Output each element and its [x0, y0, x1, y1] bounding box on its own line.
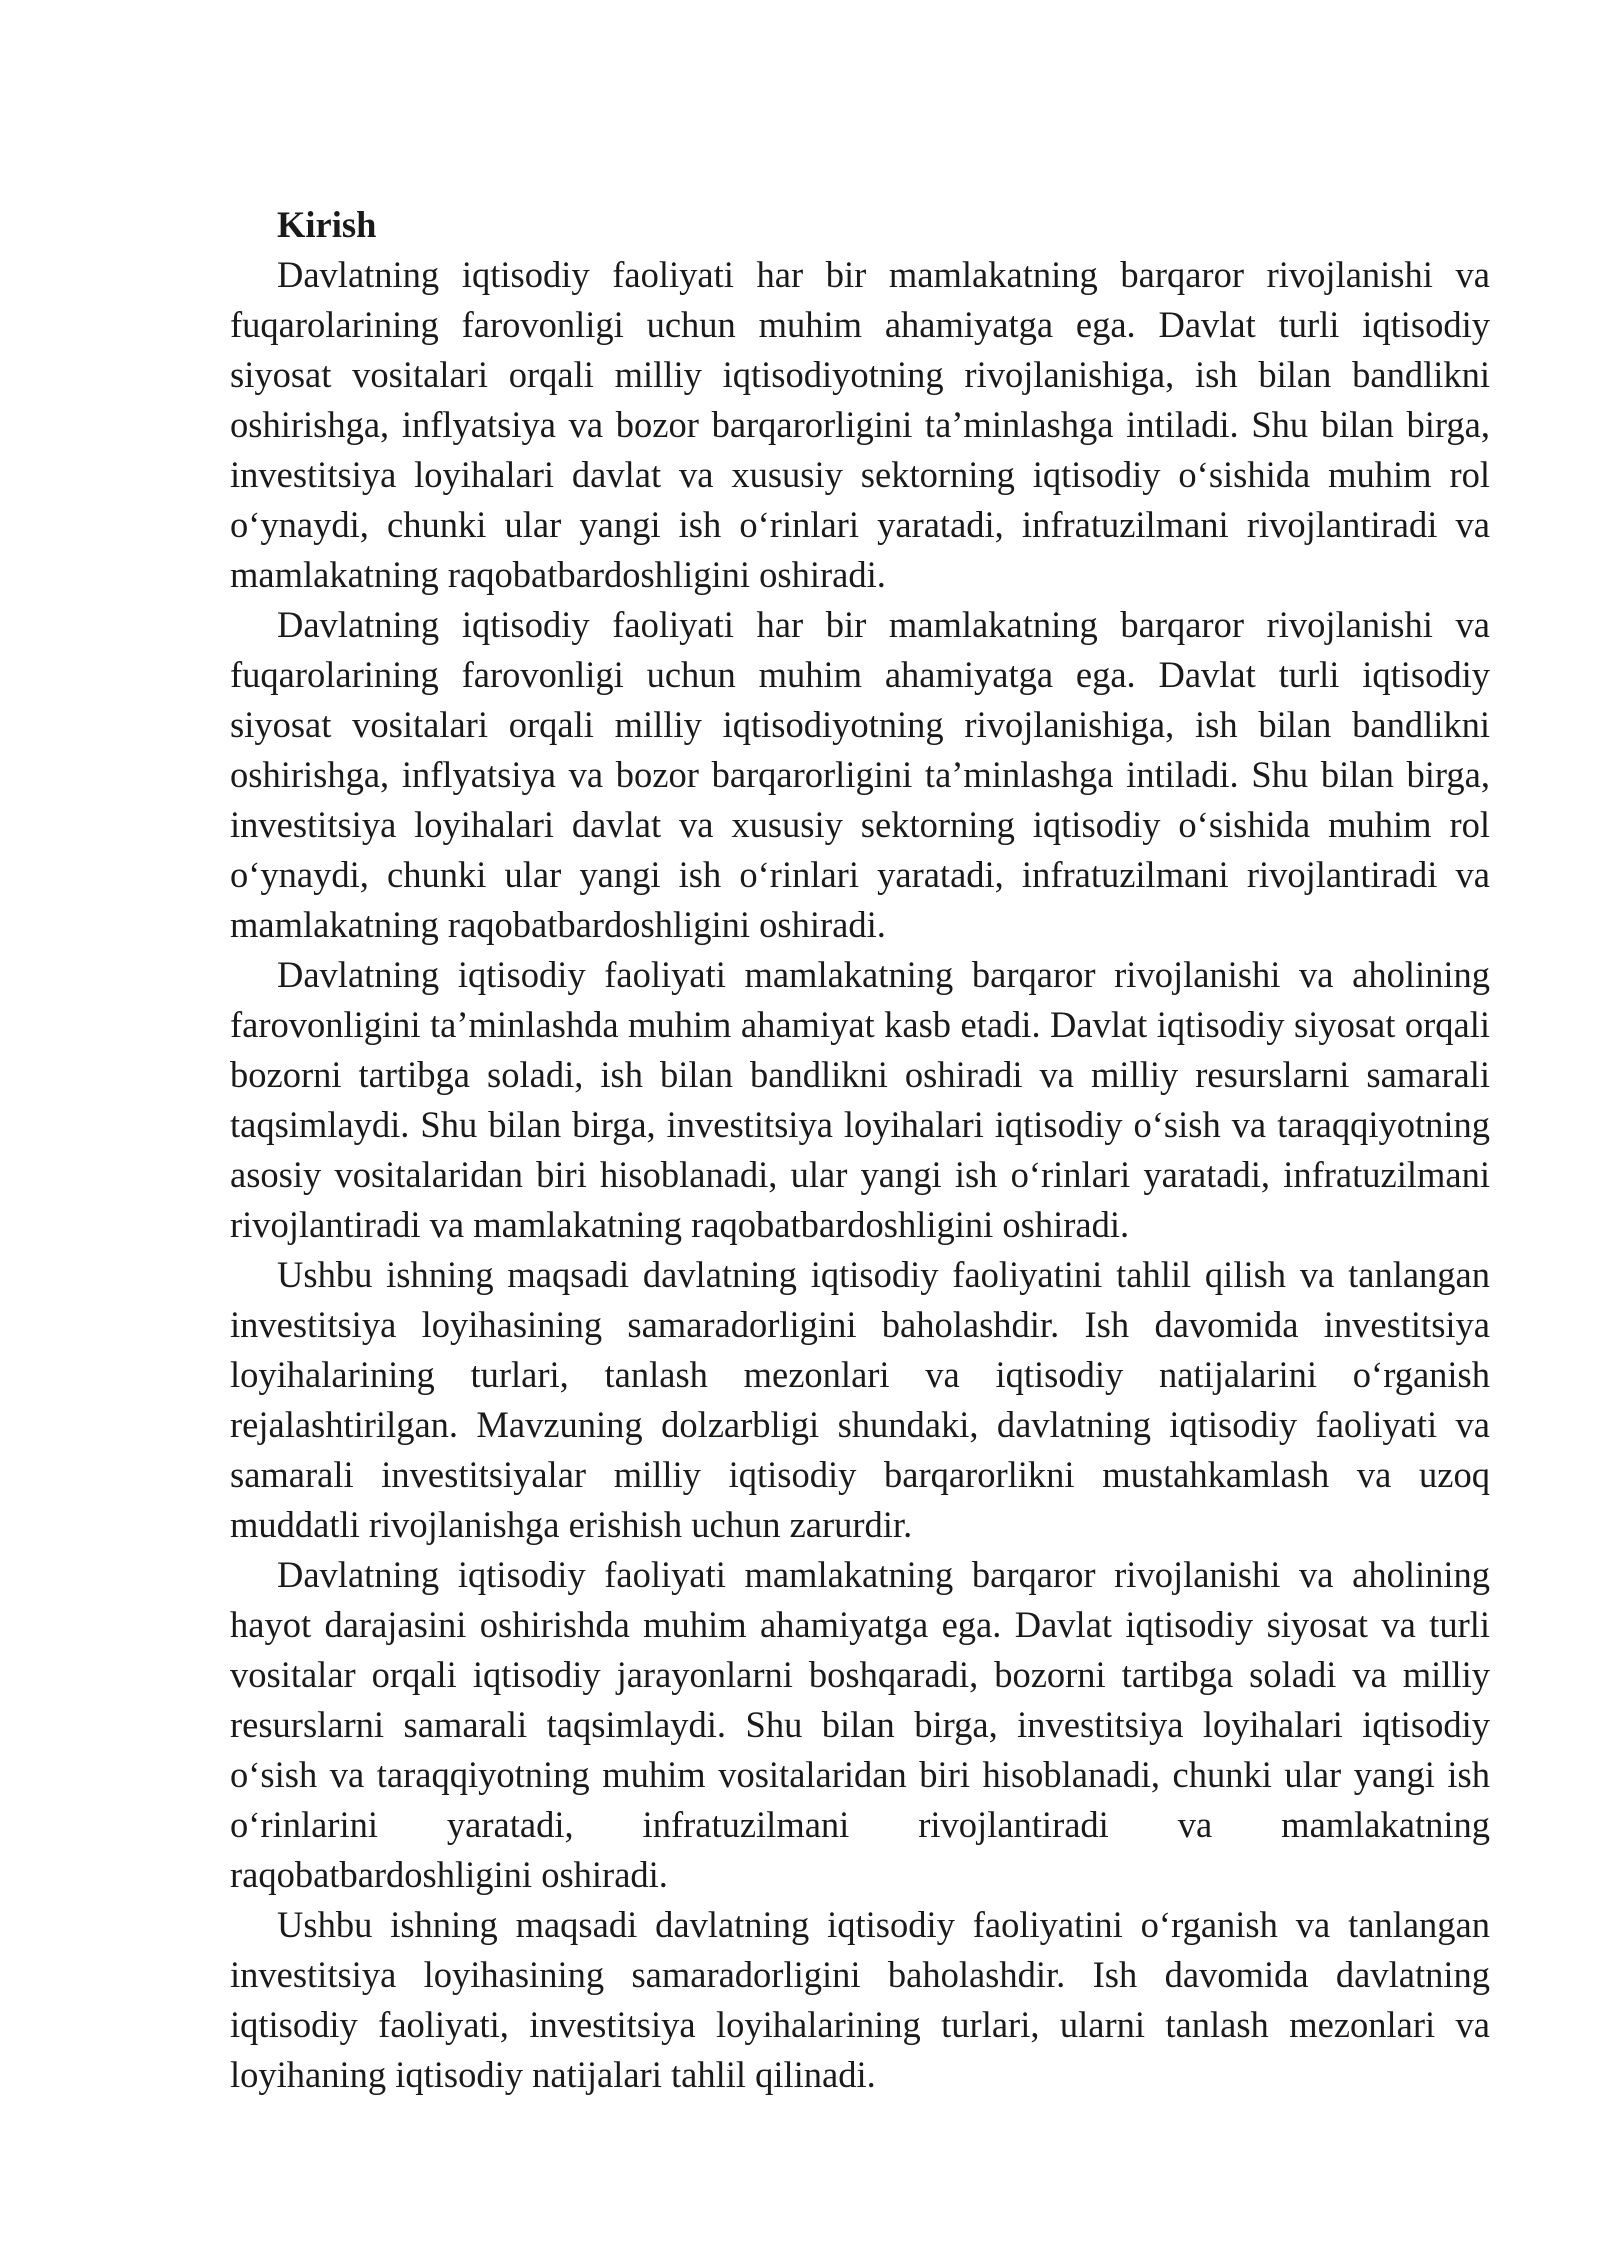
paragraph-6: Ushbu ishning maqsadi davlatning iqtisodiy faoliyatini o‘rganish va tanlangan investitsiya loyihasining samaradorligini baholashdir. Ish davomida davlatning iqtisodiy faoliyati, investitsiya loyihalarining turlari, ularni tanlash mezonlari va loyihaning iqtisodiy natijalari tahlil qilinadi. [230, 1904, 1490, 2095]
section-heading: Kirish [277, 204, 377, 245]
document-body [230, 200, 1490, 2100]
paragraph-5: Davlatning iqtisodiy faoliyati mamlakatning barqaror rivojlanishi va aholining hayot darajasini oshirishda muhim ahamiyatga ega. Davlat iqtisodiy siyosat va turli vositalar orqali iqtisodiy jarayonlarni boshqaradi, bozorni tartibga soladi va milliy resurslarni samarali taqsimlaydi. Shu bilan birga, investitsiya loyihalari iqtisodiy o‘sish va taraqqiyotning muhim vositalaridan biri hisoblanadi, chunki ular yangi ish o‘rinlarini yaratadi, infratuzilmani rivojlantiradi va mamlakatning raqobatbardoshligini oshiradi. [230, 1554, 1490, 1895]
paragraph-2: Davlatning iqtisodiy faoliyati har bir mamlakatning barqaror rivojlanishi va fuqarolarining farovonligi uchun muhim ahamiyatga ega. Davlat turli iqtisodiy siyosat vositalari orqali milliy iqtisodiyotning rivojlanishiga, ish bilan bandlikni oshirishga, inflyatsiya va bozor barqarorligini ta’minlashga intiladi. Shu bilan birga, investitsiya loyihalari davlat va xususiy sektorning iqtisodiy o‘sishida muhim rol o‘ynaydi, chunki ular yangi ish o‘rinlari yaratadi, infratuzilmani rivojlantiradi va mamlakatning raqobatbardoshligini oshiradi. [230, 604, 1490, 945]
paragraph-4: Ushbu ishning maqsadi davlatning iqtisodiy faoliyatini tahlil qilish va tanlangan investitsiya loyihasining samaradorligini baholashdir. Ish davomida investitsiya loyihalarining turlari, tanlash mezonlari va iqtisodiy natijalarini o‘rganish rejalashtirilgan. Mavzuning dolzarbligi shundaki, davlatning iqtisodiy faoliyati va samarali investitsiyalar milliy iqtisodiy barqarorlikni mustahkamlash va uzoq muddatli rivojlanishga erishish uchun zarurdir. [230, 1254, 1490, 1545]
paragraph-3: Davlatning iqtisodiy faoliyati mamlakatning barqaror rivojlanishi va aholining farovonligini ta’minlashda muhim ahamiyat kasb etadi. Davlat iqtisodiy siyosat orqali bozorni tartibga soladi, ish bilan bandlikni oshiradi va milliy resurslarni samarali taqsimlaydi. Shu bilan birga, investitsiya loyihalari iqtisodiy o‘sish va taraqqiyotning asosiy vositalaridan biri hisoblanadi, ular yangi ish o‘rinlari yaratadi, infratuzilmani rivojlantiradi va mamlakatning raqobatbardoshligini oshiradi. [230, 954, 1490, 1245]
paragraph-1: Davlatning iqtisodiy faoliyati har bir mamlakatning barqaror rivojlanishi va fuqarolarining farovonligi uchun muhim ahamiyatga ega. Davlat turli iqtisodiy siyosat vositalari orqali milliy iqtisodiyotning rivojlanishiga, ish bilan bandlikni oshirishga, inflyatsiya va bozor barqarorligini ta’minlashga intiladi. Shu bilan birga, investitsiya loyihalari davlat va xususiy sektorning iqtisodiy o‘sishida muhim rol o‘ynaydi, chunki ular yangi ish o‘rinlari yaratadi, infratuzilmani rivojlantiradi va mamlakatning raqobatbardoshligini oshiradi. [230, 254, 1490, 595]
